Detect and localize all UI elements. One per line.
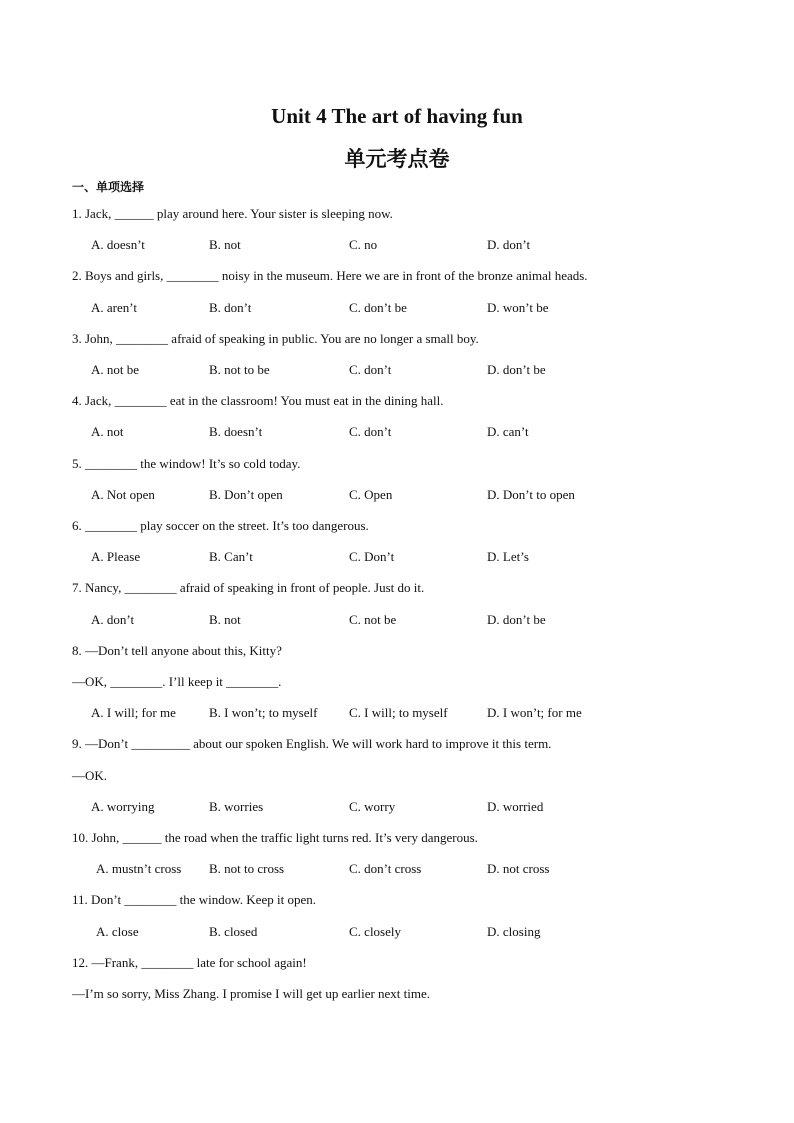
question-stem: 9. —Don’t _________ about our spoken English. We will work hard to improve it this term. — [72, 736, 552, 751]
option-d[interactable]: D. can’t — [487, 424, 529, 439]
question-stem: 10. John, ______ the road when the traffic light turns red. It’s very dangerous. — [72, 830, 478, 845]
option-c[interactable]: C. worry — [349, 799, 396, 814]
option-row — [0, 236, 794, 254]
option-b[interactable]: B. doesn’t — [209, 424, 263, 439]
option-d[interactable]: D. closing — [487, 924, 541, 939]
option-a[interactable]: A. not — [91, 424, 124, 439]
option-row — [0, 361, 794, 379]
question-stem: 1. Jack, ______ play around here. Your sister is sleeping now. — [72, 206, 393, 221]
option-a[interactable]: A. close — [96, 924, 139, 939]
option-c[interactable]: C. Don’t — [349, 549, 395, 564]
option-b[interactable]: B. not — [209, 237, 241, 252]
option-a[interactable]: A. Please — [91, 549, 141, 564]
option-d[interactable]: D. don’t — [487, 237, 531, 252]
option-b[interactable]: B. Can’t — [209, 549, 253, 564]
option-c[interactable]: C. don’t — [349, 362, 392, 377]
option-a[interactable]: A. mustn’t cross — [96, 861, 182, 876]
option-a[interactable]: A. I will; for me — [91, 705, 176, 720]
option-b[interactable]: B. worries — [209, 799, 264, 814]
section-heading: 一、单项选择 — [72, 180, 145, 194]
option-row — [0, 486, 794, 504]
option-d[interactable]: D. Don’t to open — [487, 487, 575, 502]
option-c[interactable]: C. not be — [349, 612, 397, 627]
option-row — [0, 704, 794, 722]
question-stem: 8. —Don’t tell anyone about this, Kitty? — [72, 643, 282, 658]
question-stem: 7. Nancy, ________ afraid of speaking in front of people. Just do it. — [72, 580, 425, 595]
option-b[interactable]: B. not — [209, 612, 241, 627]
question-stem: 5. ________ the window! It’s so cold today. — [72, 456, 301, 471]
option-c[interactable]: C. Open — [349, 487, 393, 502]
option-a[interactable]: A. not be — [91, 362, 140, 377]
option-c[interactable]: C. don’t be — [349, 300, 407, 315]
question-stem: 3. John, ________ afraid of speaking in public. You are no longer a small boy. — [72, 331, 479, 346]
option-d[interactable]: D. Let’s — [487, 549, 529, 564]
option-a[interactable]: A. aren’t — [91, 300, 137, 315]
option-d[interactable]: D. I won’t; for me — [487, 705, 582, 720]
option-row — [0, 299, 794, 317]
option-row — [0, 611, 794, 629]
question-stem: 6. ________ play soccer on the street. It’s too dangerous. — [72, 518, 369, 533]
option-d[interactable]: D. won’t be — [487, 300, 549, 315]
question-stem: 12. —Frank, ________ late for school again! — [72, 955, 307, 970]
question-stem: 4. Jack, ________ eat in the classroom! You must eat in the dining hall. — [72, 393, 444, 408]
option-c[interactable]: C. I will; to myself — [349, 705, 448, 720]
question-stem: 2. Boys and girls, ________ noisy in the museum. Here we are in front of the bronze animal heads. — [72, 268, 588, 283]
option-a[interactable]: A. Not open — [91, 487, 155, 502]
option-b[interactable]: B. not to be — [209, 362, 270, 377]
option-d[interactable]: D. not cross — [487, 861, 550, 876]
option-row — [0, 798, 794, 816]
page-title: Unit 4 The art of having fun — [271, 104, 523, 128]
option-b[interactable]: B. closed — [209, 924, 258, 939]
option-c[interactable]: C. closely — [349, 924, 401, 939]
question-dialogue-line: —I’m so sorry, Miss Zhang. I promise I will get up earlier next time. — [72, 986, 431, 1001]
option-b[interactable]: B. don’t — [209, 300, 252, 315]
option-a[interactable]: A. doesn’t — [91, 237, 145, 252]
option-c[interactable]: C. don’t — [349, 424, 392, 439]
option-a[interactable]: A. worrying — [91, 799, 155, 814]
option-row — [0, 423, 794, 441]
option-b[interactable]: B. Don’t open — [209, 487, 283, 502]
question-dialogue-line: —OK, ________. I’ll keep it ________. — [72, 674, 282, 689]
option-row — [0, 923, 794, 941]
option-c[interactable]: C. don’t cross — [349, 861, 422, 876]
option-d[interactable]: D. don’t be — [487, 362, 546, 377]
question-dialogue-line: —OK. — [72, 768, 108, 783]
option-c[interactable]: C. no — [349, 237, 378, 252]
page-subtitle: 单元考点卷 — [344, 147, 450, 171]
option-b[interactable]: B. I won’t; to myself — [209, 705, 318, 720]
option-d[interactable]: D. don’t be — [487, 612, 546, 627]
option-a[interactable]: A. don’t — [91, 612, 135, 627]
option-row — [0, 548, 794, 566]
option-b[interactable]: B. not to cross — [209, 861, 285, 876]
question-stem: 11. Don’t ________ the window. Keep it open. — [72, 892, 316, 907]
option-row — [0, 860, 794, 878]
option-d[interactable]: D. worried — [487, 799, 544, 814]
